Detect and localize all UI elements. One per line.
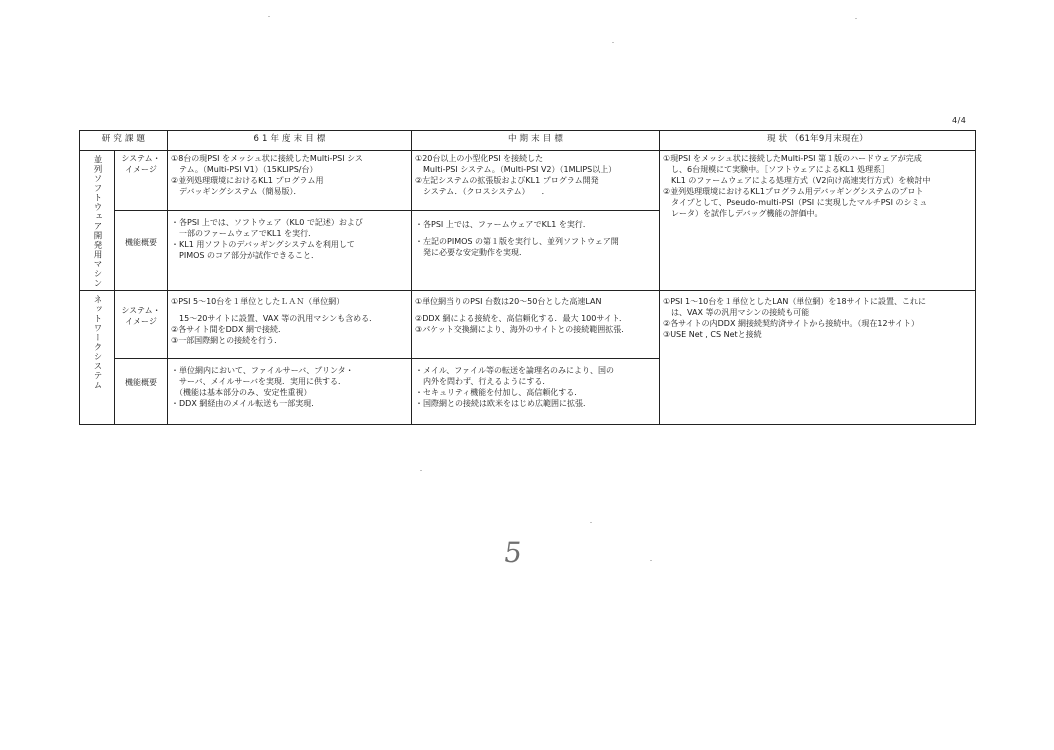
text-line: ・DDX 網経由のメイル転送も一部実現．	[171, 399, 320, 408]
text-line: ①20台以上の小型化PSI を接続した	[415, 154, 544, 163]
mid-system-cell	[412, 291, 660, 359]
subtopic-function: 機能概要	[115, 359, 168, 425]
text-line: ③パケット交換網により、海外のサイトとの接続範囲拡張．	[415, 325, 630, 334]
mid-function-cell	[412, 210, 660, 290]
theme-network-system	[80, 291, 115, 425]
text-line: ・国際網との接続は欧米をはじめ広範囲に拡張．	[415, 399, 592, 408]
text-line: ②左記システムの拡張版およびKL1 プログラム開発	[415, 176, 599, 185]
text-line: （機能は基本部分のみ、安定性重視）	[171, 388, 312, 397]
text-line: ②DDX 網による接続を、高信頼化する．最大 100サイト．	[415, 314, 628, 323]
text-line: ・左記のPIMOS の第１版を実行し、並列ソフトウェア開	[415, 236, 619, 246]
theme-parallel-software	[80, 151, 115, 291]
current-status-cell	[660, 151, 976, 291]
text-line: PIMOS のコア部分が試作できること．	[171, 250, 320, 260]
text-line: 内外を問わず、行えるようにする．	[415, 377, 551, 386]
header-row	[80, 131, 976, 151]
page-number: 4/4	[952, 116, 967, 125]
subtopic-label-a: システム・	[121, 306, 161, 315]
text-line: 15〜20サイトに設置、VAX 等の汎用マシンも含める．	[171, 314, 378, 323]
text-line: し、6台規模にて実験中。［ソフトウェアによるKL1 処理系］	[663, 165, 890, 174]
text-line: ・メイル、ファイル等の転送を論理名のみにより、国の	[415, 366, 615, 375]
text-line: デバッギングシステム（簡易版）．	[171, 187, 302, 196]
text-line: 一部のファームウェアでKL1 を実行．	[171, 228, 317, 238]
mid-function-cell	[412, 359, 660, 425]
subtopic-label-a: システム・	[121, 154, 161, 163]
handwritten-page-mark: 5	[501, 536, 525, 569]
fy61-system-cell	[168, 291, 412, 359]
scan-speck	[855, 18, 857, 19]
fy61-system-cell	[168, 151, 412, 211]
fy61-function-cell	[168, 359, 412, 425]
text-line: レータ）を試作しデバッグ機能の評価中。	[663, 209, 823, 218]
text-line: ・セキュリティ機能を付加し、高信頼化する．	[415, 388, 583, 397]
text-line: ・各PSI 上では、ファームウェアでKL1 を実行．	[415, 219, 591, 229]
text-line: は、VAX 等の汎用マシンの接続も可能	[663, 308, 810, 317]
text-line: ①8台の現PSI をメッシュ状に接続したMulti-PSI シス	[171, 154, 363, 163]
text-line: Multi-PSI システム。（Multi-PSI V2）（1MLIPS以上）	[415, 165, 617, 174]
research-plan-table	[79, 130, 976, 425]
subtopic-label-b: イメージ	[125, 317, 157, 326]
text-line: システム．（クロスシステム） ．	[415, 187, 550, 196]
theme-label: ネットワークシステム	[92, 295, 102, 390]
mid-system-cell	[412, 151, 660, 211]
header-mid-term-target: 中 期 末 目 標	[412, 131, 660, 151]
text-line: ②各サイトの内DDX 網接続契約済サイトから接続中。（現在12サイト）	[663, 319, 920, 328]
text-line: ②並列処理環境におけるKL1プログラム用デバッギングシステムのプロト	[663, 187, 924, 196]
subtopic-label-b: イメージ	[125, 165, 157, 174]
scan-speck	[268, 16, 270, 17]
text-line: ①現PSI をメッシュ状に接続したMulti-PSI 第１版のハードウェアが完成	[663, 154, 922, 163]
subtopic-system-image	[115, 291, 168, 359]
text-line: ②各サイト間をDDX 網で接続．	[171, 325, 286, 334]
scan-speck	[420, 470, 422, 471]
text-line: 発に必要な安定動作を実現．	[415, 247, 528, 257]
header-current-status: 現 状 （61年9月末現在）	[660, 131, 976, 151]
subtopic-function: 機能概要	[115, 210, 168, 290]
text-line: ③一部国際網との接続を行う．	[171, 336, 283, 345]
text-line: ・KL1 用ソフトのデバッギングシステムを利用して	[171, 239, 355, 249]
text-line: ①単位網当りのPSI 台数は20〜50台とした高速LAN	[415, 297, 602, 306]
scan-speck	[590, 522, 592, 523]
theme-label: 並列ソフトウェア開発用マシン	[92, 155, 102, 288]
current-status-cell	[660, 291, 976, 425]
row-network-system-image	[80, 291, 976, 359]
text-line: ①PSI 1〜10台を１単位としたLAN（単位網）を18サイトに設置、これに	[663, 297, 926, 306]
text-line: タイプとして、Pseudo-multi-PSI（PSI に実現したマルチPSI のシミュ	[663, 198, 928, 207]
text-line: ・単位網内において、ファイルサーバ、プリンタ・	[171, 366, 354, 375]
fy61-function-cell	[168, 210, 412, 290]
text-line: ・各PSI 上では、ソフトウェア（KL0 で記述）および	[171, 217, 363, 227]
subtopic-system-image	[115, 151, 168, 211]
text-line: KL1 のファームウェアによる処理方式（V2向け高速実行方式）を検討中	[663, 176, 931, 185]
header-research-theme: 研 究 課 題	[80, 131, 168, 151]
row-parallel-system-image	[80, 151, 976, 211]
scan-speck	[650, 560, 652, 561]
text-line: ③USE Net , CS Netと接続	[663, 330, 762, 339]
scan-speck	[612, 42, 614, 43]
text-line: テム。（Multi-PSI V1）（15KLIPS/台）	[171, 165, 318, 174]
text-line: サーバ、メイルサーバを実現．実用に供する．	[171, 377, 347, 386]
header-fy61-target: 6 1 年 度 末 目 標	[168, 131, 412, 151]
text-line: ①PSI 5〜10台を１単位としたＬＡＮ（単位網）	[171, 297, 345, 306]
text-line: ②並列処理環境におけるKL1 プログラム用	[171, 176, 324, 185]
